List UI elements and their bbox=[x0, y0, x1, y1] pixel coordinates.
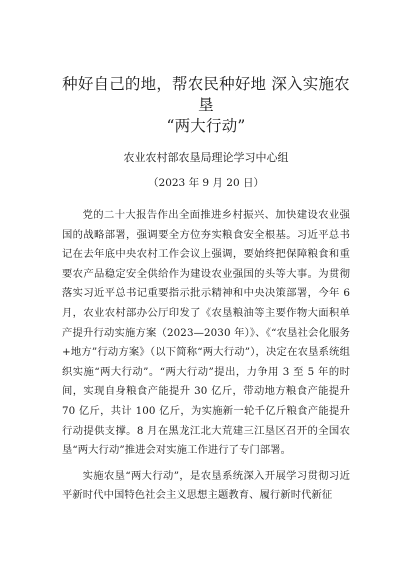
article-title bbox=[62, 74, 350, 137]
article-body bbox=[62, 206, 350, 506]
body-paragraph-1: 党的二十大报告作出全面推进乡村振兴、加快建设农业强国的战略部署，强调要全方位夯实粮食安全根基。习近平总书记在去年底中央农村工作会议上强调，要始终把保障粮食和重要农产品稳定安全供给作为建设农业强国的头等大事。为贯彻落实习近平总书记重要指示批示精神和中央决策部署，今年 6 月，农业农村部办公厅印发了《农垦粮油等主要作物大面积单产提升行动实施方案（2023—2030 年）》、《“农垦社会化服务+地方”行动方案》（以下简称“两大行动”），决定在农垦系统组织实施“两大行动”。“两大行动”提出，力争用 3 至 5 年的时间，实现自身粮食产能提升 30 亿斤，带动地方粮食产能提升 70 亿斤，共计 100 亿斤，为实施新一轮千亿斤粮食产能提升行动提供支撑。8 月在黑龙江北大荒建三江垦区召开的全国农垦“两大行动”推进会对实施工作进行了专门部署。 bbox=[62, 209, 350, 457]
article-date: （2023 年 9 月 20 日） bbox=[148, 177, 264, 189]
body-paragraph-2: 实施农垦“两大行动”，是农垦系统深入开展学习贯彻习近平新时代中国特色社会主义思想主题教育、履行新时代新征 bbox=[62, 469, 350, 502]
article-author: 农业农村部农垦局理论学习中心组 bbox=[123, 151, 289, 164]
article-title-line-2: “两大行动” bbox=[166, 117, 246, 135]
article-title-line-1: 种好自己的地，帮农民种好地 深入实施农垦 bbox=[62, 75, 350, 114]
